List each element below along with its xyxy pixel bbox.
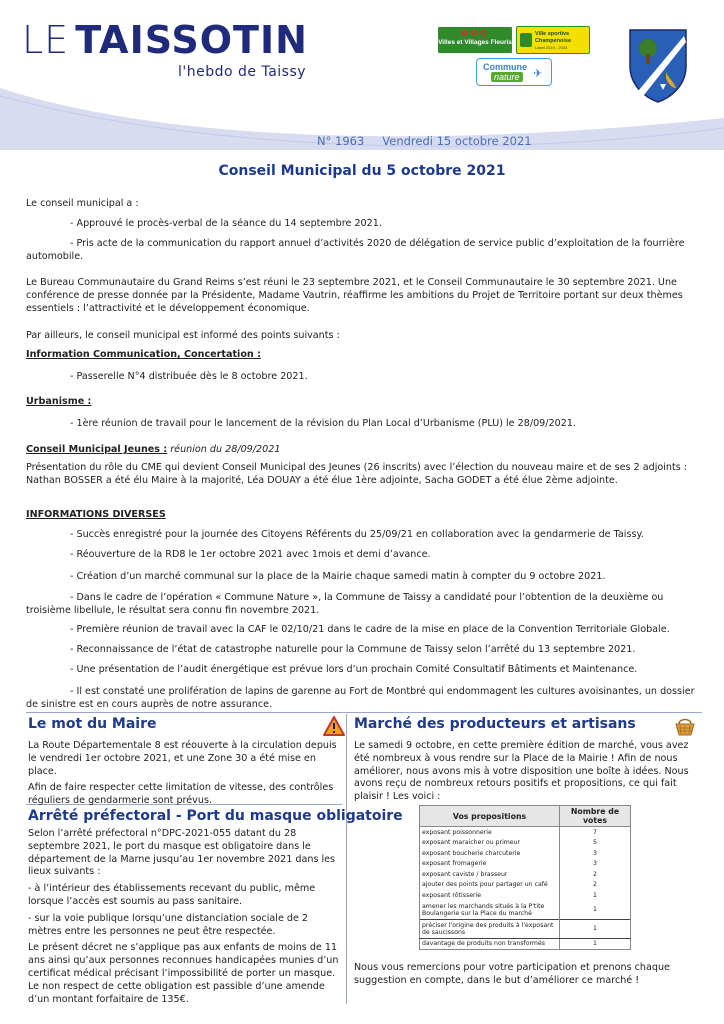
section-date: réunion du 28/09/2021 [170, 444, 281, 455]
votes-cell: 1 [560, 890, 631, 901]
article-title: Conseil Municipal du 5 octobre 2021 [218, 163, 506, 179]
proposition-cell: exposant rôtisserie [420, 890, 560, 901]
table-row [420, 901, 631, 920]
votes-cell: 7 [560, 827, 631, 838]
propositions-table [419, 805, 631, 950]
table-row [420, 938, 631, 950]
votes-cell: 1 [560, 938, 631, 950]
arrete-paragraph: - à l’intérieur des établissements recevant du public, même lorsque l’accès est soumis au pass sanitaire. [28, 883, 316, 907]
badge-label: Villes et Villages Fleuris [438, 39, 512, 46]
proposition-cell: exposant boucherie charcuterie [420, 848, 560, 859]
proposition-cell: préciser l'origine des produits à l'exposant de saucissons [420, 919, 560, 938]
conseil-intro: Le conseil municipal a : [26, 198, 139, 209]
table-row [420, 919, 631, 938]
badge-label: Ville sportive [535, 31, 570, 37]
section-heading: INFORMATIONS DIVERSES [26, 509, 166, 520]
warning-icon [323, 716, 345, 736]
votes-cell: 5 [560, 838, 631, 849]
divers-item: - Succès enregistré pour la journée des Citoyens Référents du 25/09/21 en collaboration avec la gendarmerie de Taissy. [70, 529, 644, 540]
conseil-item: - Approuvé le procès-verbal de la séance du 14 septembre 2021. [70, 218, 382, 229]
jeunes-heading [26, 443, 702, 456]
table-row [420, 848, 631, 859]
votes-cell: 2 [560, 880, 631, 891]
section-item: - Passerelle N°4 distribuée dès le 8 octobre 2021. [70, 371, 308, 382]
arrete-text [28, 828, 342, 1010]
badge-label: Commune [483, 62, 528, 72]
proposition-cell: exposant fromagerie [420, 859, 560, 870]
divers-item: - Première réunion de travail avec la CAF le 02/10/21 dans le cadre de la mise en place de la Convention Territoriale Globale. [70, 624, 670, 635]
issue-info [317, 134, 532, 148]
marche-title: Marché des producteurs et artisans [354, 716, 636, 732]
maire-title: Le mot du Maire [28, 716, 157, 732]
maire-paragraph: La Route Départementale 8 est réouverte à la circulation depuis le vendredi 1er octobre 2021, et une Zone 30 a été mise en place. [28, 740, 337, 777]
proposition-cell: amener les marchands situés à la P'tite Boulangerie sur la Place du marché [420, 901, 560, 920]
maire-text [28, 740, 340, 812]
table-row [420, 827, 631, 838]
divers-item: - Création d’un marché communal sur la place de la Mairie chaque samedi matin à compter du 9 octobre 2021. [70, 571, 606, 582]
divers-item: - Une présentation de l’audit énergétique est prévue lors d’un prochain Comité Consultatif Bâtiments et Maintenance. [70, 664, 638, 675]
proposition-cell: ajouter des points pour partager un café [420, 880, 560, 891]
proposition-cell: exposant caviste / brasseur [420, 869, 560, 880]
logo-name: TAISSOTIN [75, 18, 308, 62]
section-heading: Conseil Municipal Jeunes : [26, 444, 168, 455]
column-divider [346, 714, 347, 1004]
badge-label: Label 2019 - 2024 [535, 45, 568, 50]
conseil-item: - Pris acte de la communication du rapport annuel d’activités 2020 de délégation de service public d’exploitation de la fourrière automobile. [26, 238, 685, 262]
section-heading: Information Communication, Concertation : [26, 349, 261, 360]
table-row [420, 838, 631, 849]
arrete-paragraph: - sur la voie publique lorsqu’une distanciation sociale de 2 mètres entre les personnes ne peut être respectée. [28, 912, 309, 937]
jeunes-paragraph: Présentation du rôle du CME qui devient Conseil Municipal des Jeunes (26 inscrits) avec l’élection du nouveau maire et de ses 2 adjoints : Nathan BOSSER a été élu Maire à la majorité, Léa DOUAY a été élue 1ère adjointe, Sacha GODET a été élue 2ème adjointe. [26, 462, 688, 486]
badge-label: Champenoise [535, 38, 572, 44]
table-row [420, 890, 631, 901]
divers-item: - Il est constaté une prolifération de lapins de garenne au Fort de Montbré qui endommagent les cultures avoisinantes, un dossier de sinistre est en cours auprès de notre assurance. [26, 686, 695, 710]
section-heading: Urbanisme : [26, 396, 92, 407]
badge-label: nature [491, 72, 523, 82]
issue-date: Vendredi 15 octobre 2021 [382, 134, 532, 148]
arrete-title: Arrêté préfectoral - Port du masque obligatoire [28, 808, 403, 824]
ailleurs-paragraph: Par ailleurs, le conseil municipal est informé des points suivants : [26, 330, 340, 341]
masthead [0, 0, 724, 150]
votes-cell: 1 [560, 919, 631, 938]
table-row [420, 869, 631, 880]
column-header: Nombre de votes [560, 806, 631, 827]
proposition-cell: exposant poissonnerie [420, 827, 560, 838]
table-header-row [420, 806, 631, 827]
bureau-paragraph: Le Bureau Communautaire du Grand Reims s’est réuni le 23 septembre 2021, et le Conseil Communautaire le 30 septembre 2021. Une conférence de presse donnée par la Présidente, Madame Vautrin, réaffirme les ambitions du Projet de Territoire portant sur deux thèmes essentiels : l’attractivité et le développement économique. [26, 277, 683, 314]
villes-fleuris-badge [437, 26, 513, 54]
column-header: Vos propositions [420, 806, 560, 827]
divers-item: - Réouverture de la RD8 le 1er octobre 2021 avec 1mois et demi d’avance. [70, 549, 431, 560]
votes-cell: 1 [560, 901, 631, 920]
votes-cell: 3 [560, 859, 631, 870]
tagline: l'hebdo de Taissy [178, 64, 307, 80]
divers-item: - Reconnaissance de l’état de catastrophe naturelle pour la Commune de Taissy selon l’arrêté du 13 septembre 2021. [70, 644, 636, 655]
basket-icon [674, 716, 696, 736]
logo-prefix: LE [22, 18, 70, 62]
marche-closing: Nous vous remercions pour votre participation et prenons chaque suggestion en compte, dans le but d’améliorer ce marché ! [354, 962, 670, 986]
votes-cell: 3 [560, 848, 631, 859]
newspaper-logo [22, 18, 308, 62]
marche-intro: Le samedi 9 octobre, en cette première édition de marché, vous avez été nombreux à vous rendre sur la Place de la Mairie ! Afin de nous améliorer, nous avons mis à votre disposition une boîte à idées. Nous avons reçu de nombreux retours positifs et propositions, ce qui fait plaisir ! Les voici : [354, 740, 689, 803]
leaf-icon [520, 33, 532, 47]
table-row [420, 880, 631, 891]
table-row [420, 859, 631, 870]
section-item: - 1ère réunion de travail pour le lancement de la révision du Plan Local d’Urbanisme (PLU) le 28/09/2021. [70, 418, 576, 429]
coat-of-arms-icon [626, 26, 690, 104]
arrete-paragraph: Le présent décret ne s’applique pas aux enfants de moins de 11 ans ainsi qu’aux personnes reconnues handicapées munies d’un certificat médical précisant l’impossibilité de porter un masque. Le non respect de cette obligation est passible d’une amende d’un montant forfaitaire de 135€. [28, 942, 339, 1005]
proposition-cell: exposant maraicher ou primeur [420, 838, 560, 849]
dragonfly-icon: ✈ [533, 68, 543, 80]
commune-nature-badge [476, 58, 552, 86]
issue-number: N° 1963 [317, 134, 365, 148]
proposition-cell: davantage de produits non transformés [420, 938, 560, 950]
arrete-paragraph: Selon l’arrêté préfectoral n°DPC-2021-055 datant du 28 septembre 2021, le port du masque est obligatoire dans le département de la Marne jusqu’au 1er novembre 2021 dans les lieux suivants : [28, 828, 336, 878]
maire-paragraph: Afin de faire respecter cette limitation de vitesse, des contrôles réguliers de gendarmerie sont prévus. [28, 782, 334, 807]
flowers-icon: ✿✿✿ [460, 28, 490, 38]
divers-item: - Dans le cadre de l’opération « Commune Nature », la Commune de Taissy a candidaté pour l’obtention de la deuxième ou troisième libellule, le résultat sera connu fin novembre 2021. [26, 592, 664, 616]
divider [26, 712, 702, 713]
votes-cell: 2 [560, 869, 631, 880]
ville-sportive-badge [516, 26, 590, 54]
